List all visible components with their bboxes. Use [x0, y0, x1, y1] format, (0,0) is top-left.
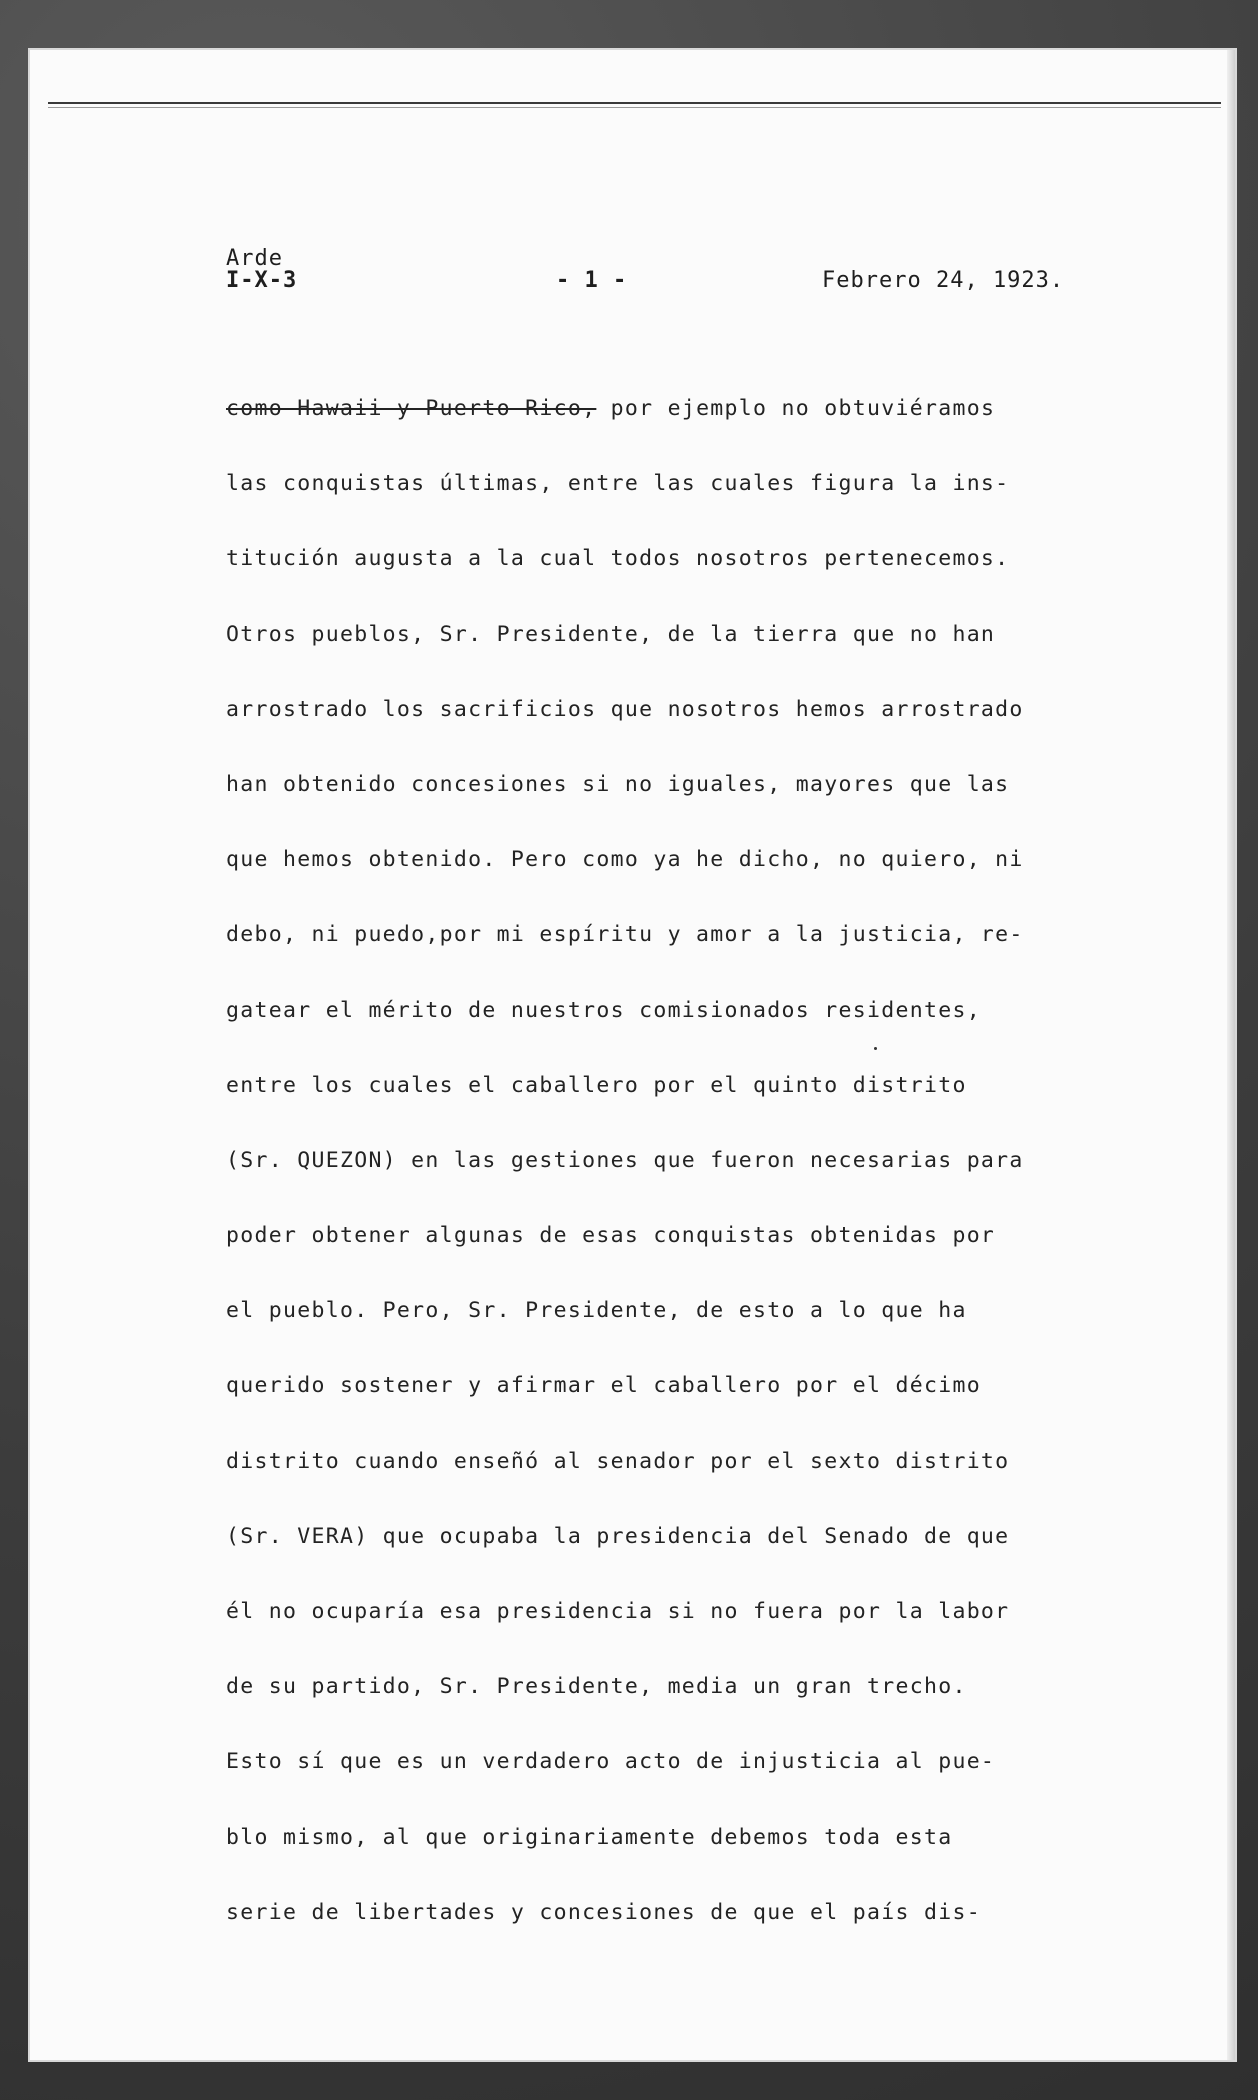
text-line: él no ocuparía esa presidencia si no fuera por la labor — [226, 1599, 1010, 1624]
text-line: distrito cuando enseñó al senador por el sexto distrito — [226, 1448, 1010, 1474]
top-rule-line — [48, 102, 1221, 104]
text-line: querido sostener y afirmar el caballero por el décimo — [226, 1373, 981, 1399]
struck-out-text: como Hawaii y Puerto Rico, — [226, 396, 597, 421]
text-line: Otros pueblos, Sr. Presidente, de la tierra que no han — [226, 621, 996, 647]
text-line: titución augusta a la cual todos nosotros pertenecemos. — [226, 546, 1010, 572]
text-line: serie de libertades y concesiones de que el país dis- — [226, 1899, 981, 1925]
text-line: Esto sí que es un verdadero acto de injusticia al pue- — [226, 1749, 996, 1775]
reference-line-1: Arde — [226, 246, 283, 271]
document-date: Febrero 24, 1923. — [822, 268, 1065, 293]
text-line-content: por ejemplo no obtuviéramos — [596, 396, 996, 421]
text-line: poder obtener algunas de esas conquistas obtenidas por — [226, 1223, 996, 1249]
typed-body-text — [226, 393, 1096, 1972]
text-line: el pueblo. Pero, Sr. Presidente, de esto a lo que ha — [226, 1298, 967, 1324]
text-line: blo mismo, al que originariamente debemos toda esta — [226, 1824, 953, 1850]
text-line: de su partido, Sr. Presidente, media un gran trecho. — [226, 1674, 967, 1700]
text-line: (Sr. QUEZON) en las gestiones que fueron necesarias para — [226, 1147, 1024, 1173]
ink-speck — [874, 1047, 877, 1050]
text-line: las conquistas últimas, entre las cuales figura la ins- — [226, 471, 1010, 497]
text-line: han obtenido concesiones si no iguales, mayores que las — [226, 771, 1010, 797]
reference-line-2: I-X-3 — [226, 268, 298, 293]
text-line: arrostrado los sacrificios que nosotros hemos arrostrado — [226, 696, 1024, 722]
text-line: entre los cuales el caballero por el quinto distrito — [226, 1072, 967, 1098]
text-line: que hemos obtenido. Pero como ya he dicho, no quiero, ni — [226, 847, 1024, 873]
text-line: gatear el mérito de nuestros comisionados residentes, — [226, 997, 981, 1023]
text-line: debo, ni puedo,por mi espíritu y amor a la justicia, re- — [226, 922, 1024, 948]
page-edge — [1227, 50, 1235, 2060]
top-rule-line-secondary — [48, 107, 1221, 108]
page-number: - 1 - — [556, 268, 628, 293]
text-line — [226, 393, 1096, 468]
text-line: (Sr. VERA) que ocupaba la presidencia del Senado de que — [226, 1523, 1010, 1549]
